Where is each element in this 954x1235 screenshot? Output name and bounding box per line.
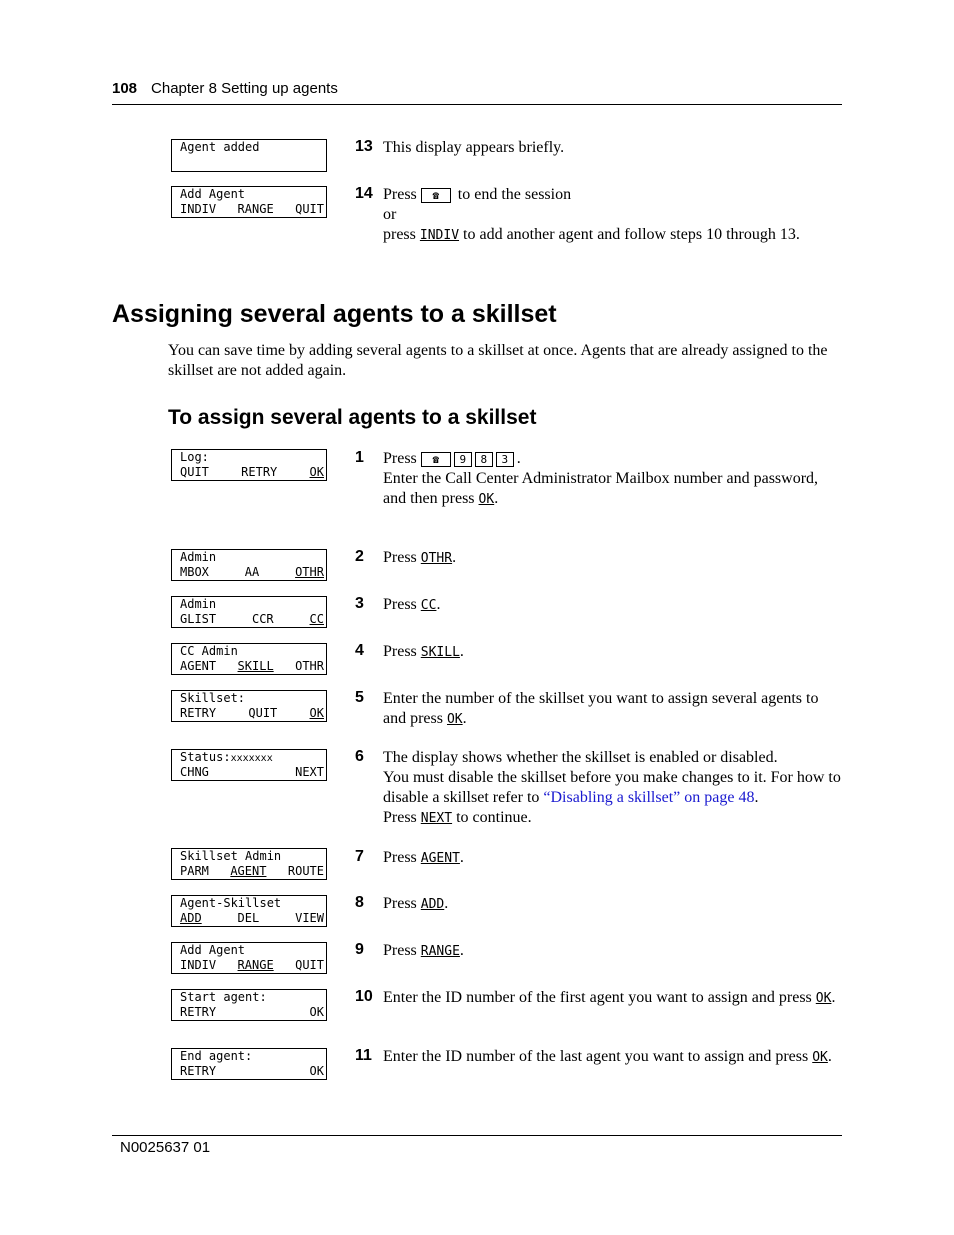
section-title: Assigning several agents to a skillset [112,300,557,328]
step-text: to add another agent and follow steps 10 through 13. [463,226,800,243]
lcd-line1: Agent added [180,140,260,154]
softkey-aa[interactable]: AA [244,565,260,579]
step-number: 13 [355,138,373,155]
step-number: 3 [355,595,364,612]
step-number: 9 [355,941,364,958]
softkey-indiv[interactable]: INDIV [180,958,217,972]
softkey-quit[interactable]: QUIT [295,958,324,972]
step-text: Enter the ID number of the first agent you want to assign and press [383,989,812,1006]
step-text: You must disable the skillset before you make changes to it. For how to disable a skillset refer to [383,769,841,806]
lcd-line1: Log: [180,450,209,464]
softkey-route[interactable]: ROUTE [287,864,324,878]
step-text: to continue. [456,809,532,826]
softkey-skill[interactable]: SKILL [237,659,274,673]
softkey-label: CC [420,598,437,613]
softkey-mbox[interactable]: MBOX [180,565,209,579]
step-text: Press [383,450,417,467]
lcd-display-add-agent [171,186,327,218]
softkey-retry[interactable]: RETRY [241,465,278,479]
softkey-ok[interactable]: OK [309,1064,324,1078]
lcd-line1: Add Agent [180,943,246,957]
step-number: 10 [355,988,373,1005]
softkey-label: OK [478,492,495,507]
step-text: Press [383,643,421,660]
lcd-line1: Add Agent [180,187,246,201]
lcd-display-add-agent-range [171,942,327,974]
page-number: 108 [112,80,138,97]
step-text: and then press [383,490,475,507]
step-number: 11 [355,1047,372,1064]
softkey-label: OTHR [420,551,453,566]
step-text: Enter the number of the skillset you want to assign several agents to and press [383,690,819,727]
step-text: to end the session [457,186,572,203]
lcd-display-cc-admin [171,643,327,675]
footer-rule [112,1135,842,1136]
step-number: 5 [355,689,364,706]
step-text: Enter the ID number of the last agent you want to assign and press [383,1048,809,1065]
softkey-label: AGENT [420,851,460,866]
softkey-range[interactable]: RANGE [237,958,274,972]
softkey-label: OK [446,712,463,727]
step-text: Press [383,596,417,613]
softkey-label: ADD [420,897,445,912]
softkey-chng[interactable]: CHNG [180,765,209,779]
subsection-title: To assign several agents to a skillset [168,406,537,429]
lcd-line1: Skillset: [180,691,246,705]
feature-key-icon: ☎ [421,452,451,467]
dial-key-8: 8 [475,452,493,467]
softkey-label: OK [812,1050,828,1065]
softkey-label: RANGE [420,944,460,959]
step-number: 7 [355,848,364,865]
softkey-quit[interactable]: QUIT [248,706,278,720]
step-text: Press [383,895,417,912]
softkey-add[interactable]: ADD [180,911,202,925]
softkey-ok[interactable]: OK [309,465,324,479]
lcd-line1: Admin [180,597,217,611]
softkey-del[interactable]: DEL [237,911,260,925]
softkey-label: SKILL [420,645,460,660]
step-text: or [383,206,397,223]
softkey-next[interactable]: NEXT [295,765,324,779]
lcd-line1: Start agent: [180,990,267,1004]
step-number: 6 [355,748,364,765]
softkey-quit[interactable]: QUIT [180,465,209,479]
header-rule [112,104,842,105]
softkey-retry[interactable]: RETRY [180,706,217,720]
softkey-retry[interactable]: RETRY [180,1005,217,1019]
step-number: 1 [355,449,364,466]
lcd-line1: Admin [180,550,217,564]
softkey-retry[interactable]: RETRY [180,1064,217,1078]
status-value: xxxxxxx [230,753,273,764]
lcd-line1: Status: [180,750,231,764]
softkey-agent[interactable]: AGENT [230,864,267,878]
lcd-line1: Skillset Admin [180,849,282,863]
lcd-display-agent-skillset [171,895,327,927]
softkey-view[interactable]: VIEW [295,911,324,925]
step-text: Press [383,809,417,826]
dial-key-3: 3 [496,452,514,467]
lcd-line1: Agent-Skillset [180,896,282,910]
document-number: N0025637 01 [120,1139,211,1156]
chapter-title: Chapter 8 Setting up agents [151,80,338,97]
step-text: The display shows whether the skillset is enabled or disabled. [383,749,778,766]
step-number: 2 [355,548,364,565]
lcd-line2 [180,202,326,217]
lcd-display-end-agent [171,1048,327,1080]
step-text: Press [383,186,417,203]
softkey-label: OK [815,991,832,1006]
lcd-display-start-agent [171,989,327,1021]
softkey-quit[interactable]: QUIT [295,202,324,216]
lcd-display-status [171,749,327,781]
step-text: press [383,226,416,243]
lcd-display-log [171,449,327,481]
lcd-display-skillset [171,690,327,722]
cross-reference-link[interactable]: “Disabling a skillset” on page 48 [543,789,755,806]
step-text: Press [383,849,417,866]
softkey-label: NEXT [420,811,453,826]
page-header [112,80,338,97]
step-number: 14 [355,185,373,202]
step-text: Enter the Call Center Administrator Mailbox number and password, [383,470,819,487]
lcd-display-admin [171,549,327,581]
softkey-glist[interactable]: GLIST [180,612,217,626]
softkey-cc[interactable]: CC [309,612,324,626]
lcd-line1: CC Admin [180,644,238,658]
softkey-ok[interactable]: OK [309,1005,324,1019]
lcd-line1: End agent: [180,1049,253,1063]
release-key-icon: ☎ [421,188,451,203]
softkey-othr[interactable]: OTHR [295,565,324,579]
softkey-agent[interactable]: AGENT [180,659,217,673]
softkey-label: INDIV [419,228,460,243]
step-text: This display appears briefly. [383,139,565,156]
lcd-display-agent-added [171,139,327,172]
intro-paragraph: You can save time by adding several agents to a skillset at once. Agents that are already assigned to the skillset are not added again. [168,342,828,379]
softkey-ccr[interactable]: CCR [251,612,274,626]
softkey-othr[interactable]: OTHR [295,659,324,673]
softkey-parm[interactable]: PARM [180,864,209,878]
softkey-ok[interactable]: OK [309,706,324,720]
lcd-display-skillset-admin [171,848,327,880]
dial-key-9: 9 [454,452,472,467]
step-number: 8 [355,894,364,911]
lcd-display-admin-cc [171,596,327,628]
step-text: Press [383,549,417,566]
softkey-indiv[interactable]: INDIV [180,202,217,216]
step-number: 4 [355,642,364,659]
softkey-range[interactable]: RANGE [237,202,274,216]
step-text: Press [383,942,417,959]
